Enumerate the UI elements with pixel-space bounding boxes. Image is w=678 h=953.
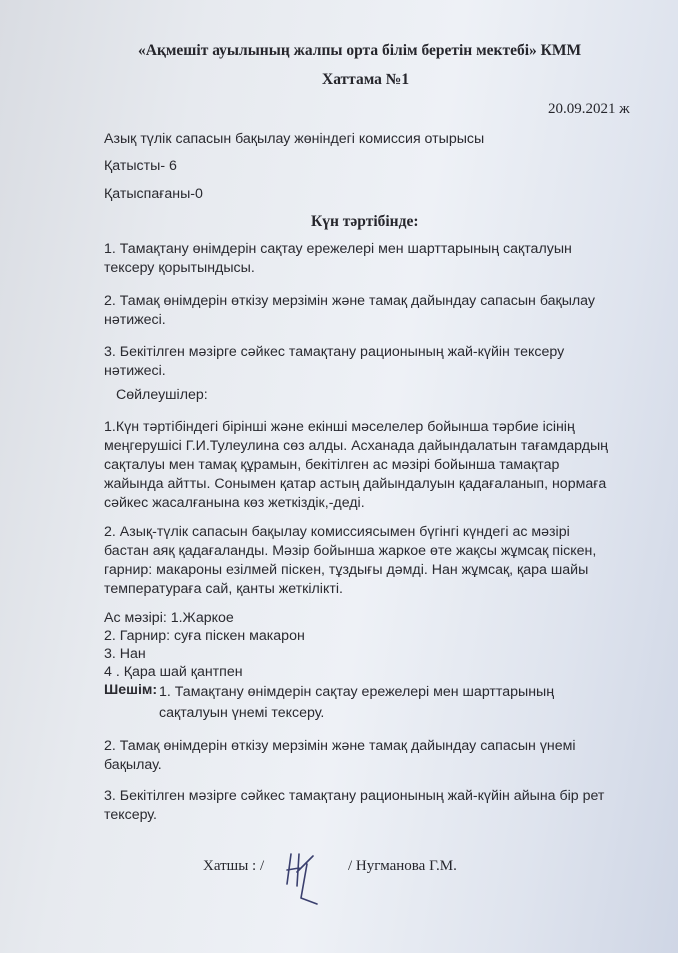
decision-item: 2. Тамақ өнімдерін өткізу мерзімін және тамақ дайындау сапасын үнемі бақылау. xyxy=(104,738,576,773)
speakers-heading: Сөйлеушілер: xyxy=(116,387,208,403)
agenda-heading: Күн тәртібінде: xyxy=(311,213,419,230)
agenda-item: 3. Бекітілген мәзірге сәйкес тамақтану рационының жай-күйін тексеру нәтижесі. xyxy=(104,344,565,379)
secretary-name: / Нугманова Г.М. xyxy=(348,858,457,874)
decision-label: Шешім: xyxy=(104,682,158,698)
menu-line: 3. Нан xyxy=(104,646,146,662)
agenda-item: 2. Тамақ өнімдерін өткізу мерзімін және тамақ дайындау сапасын бақылау нәтижесі. xyxy=(104,293,596,328)
menu-line: Ас мәзірі: 1.Жаркое xyxy=(104,610,234,626)
organization-name: «Ақмешіт ауылының жалпы орта білім беретін мектебі» КММ xyxy=(138,42,582,59)
decision-item: 1. Тамақтану өнімдерін сақтау ережелері мен шарттарының сақталуын үнемі тексеру. xyxy=(159,684,555,721)
speaker-item: 1.Күн тәртібіндегі бірінші және екінші мәселелер бойынша тәрбие ісінің меңгерушісі Г.И.Тулеулина сөз алды. Асханада дайындалатын тағамдардың сақталуы мен тамақ құрамын, бекітілген ас мәзірі бойынша тамақтар жайында айтты. Сонымен қатар астың дайындалуын қадағаланып, нормаға сәйкес жасалғанына көз жеткіздік,-деді. xyxy=(104,419,609,511)
agenda-item: 1. Тамақтану өнімдерін сақтау ережелері мен шарттарының сақталуын тексеру қорытындысы. xyxy=(104,241,572,276)
present-count: Қатысты- 6 xyxy=(104,158,177,174)
decision-item: 3. Бекітілген мәзірге сәйкес тамақтану рационының жай-күйін айына бір рет тексеру. xyxy=(104,788,605,823)
menu-line: 4 . Қара шай қантпен xyxy=(104,664,243,680)
absent-count: Қатыспағаны-0 xyxy=(104,186,203,202)
menu-line: 2. Гарнир: суға піскен макарон xyxy=(104,628,305,644)
speaker-item: 2. Азық-түлік сапасын бақылау комиссиясымен бүгінгі күндегі ас мәзірі бастан аяқ қадағаланды. Мәзір бойынша жаркое өте жақсы жұмсақ піскен, гарнир: макароны езілмей піскен, тұздығы дәмді. Нан жұмсақ, қара шайы температураға сай, қанты жеткілікті. xyxy=(104,524,597,597)
handwritten-signature xyxy=(283,848,323,908)
meeting-subject: Азық түлік сапасын бақылау жөніндегі комиссия отырысы xyxy=(104,131,485,147)
document-title: Хаттама №1 xyxy=(322,71,410,88)
document-date: 20.09.2021 ж xyxy=(548,101,630,117)
signature-label: Хатшы : / xyxy=(203,858,265,874)
